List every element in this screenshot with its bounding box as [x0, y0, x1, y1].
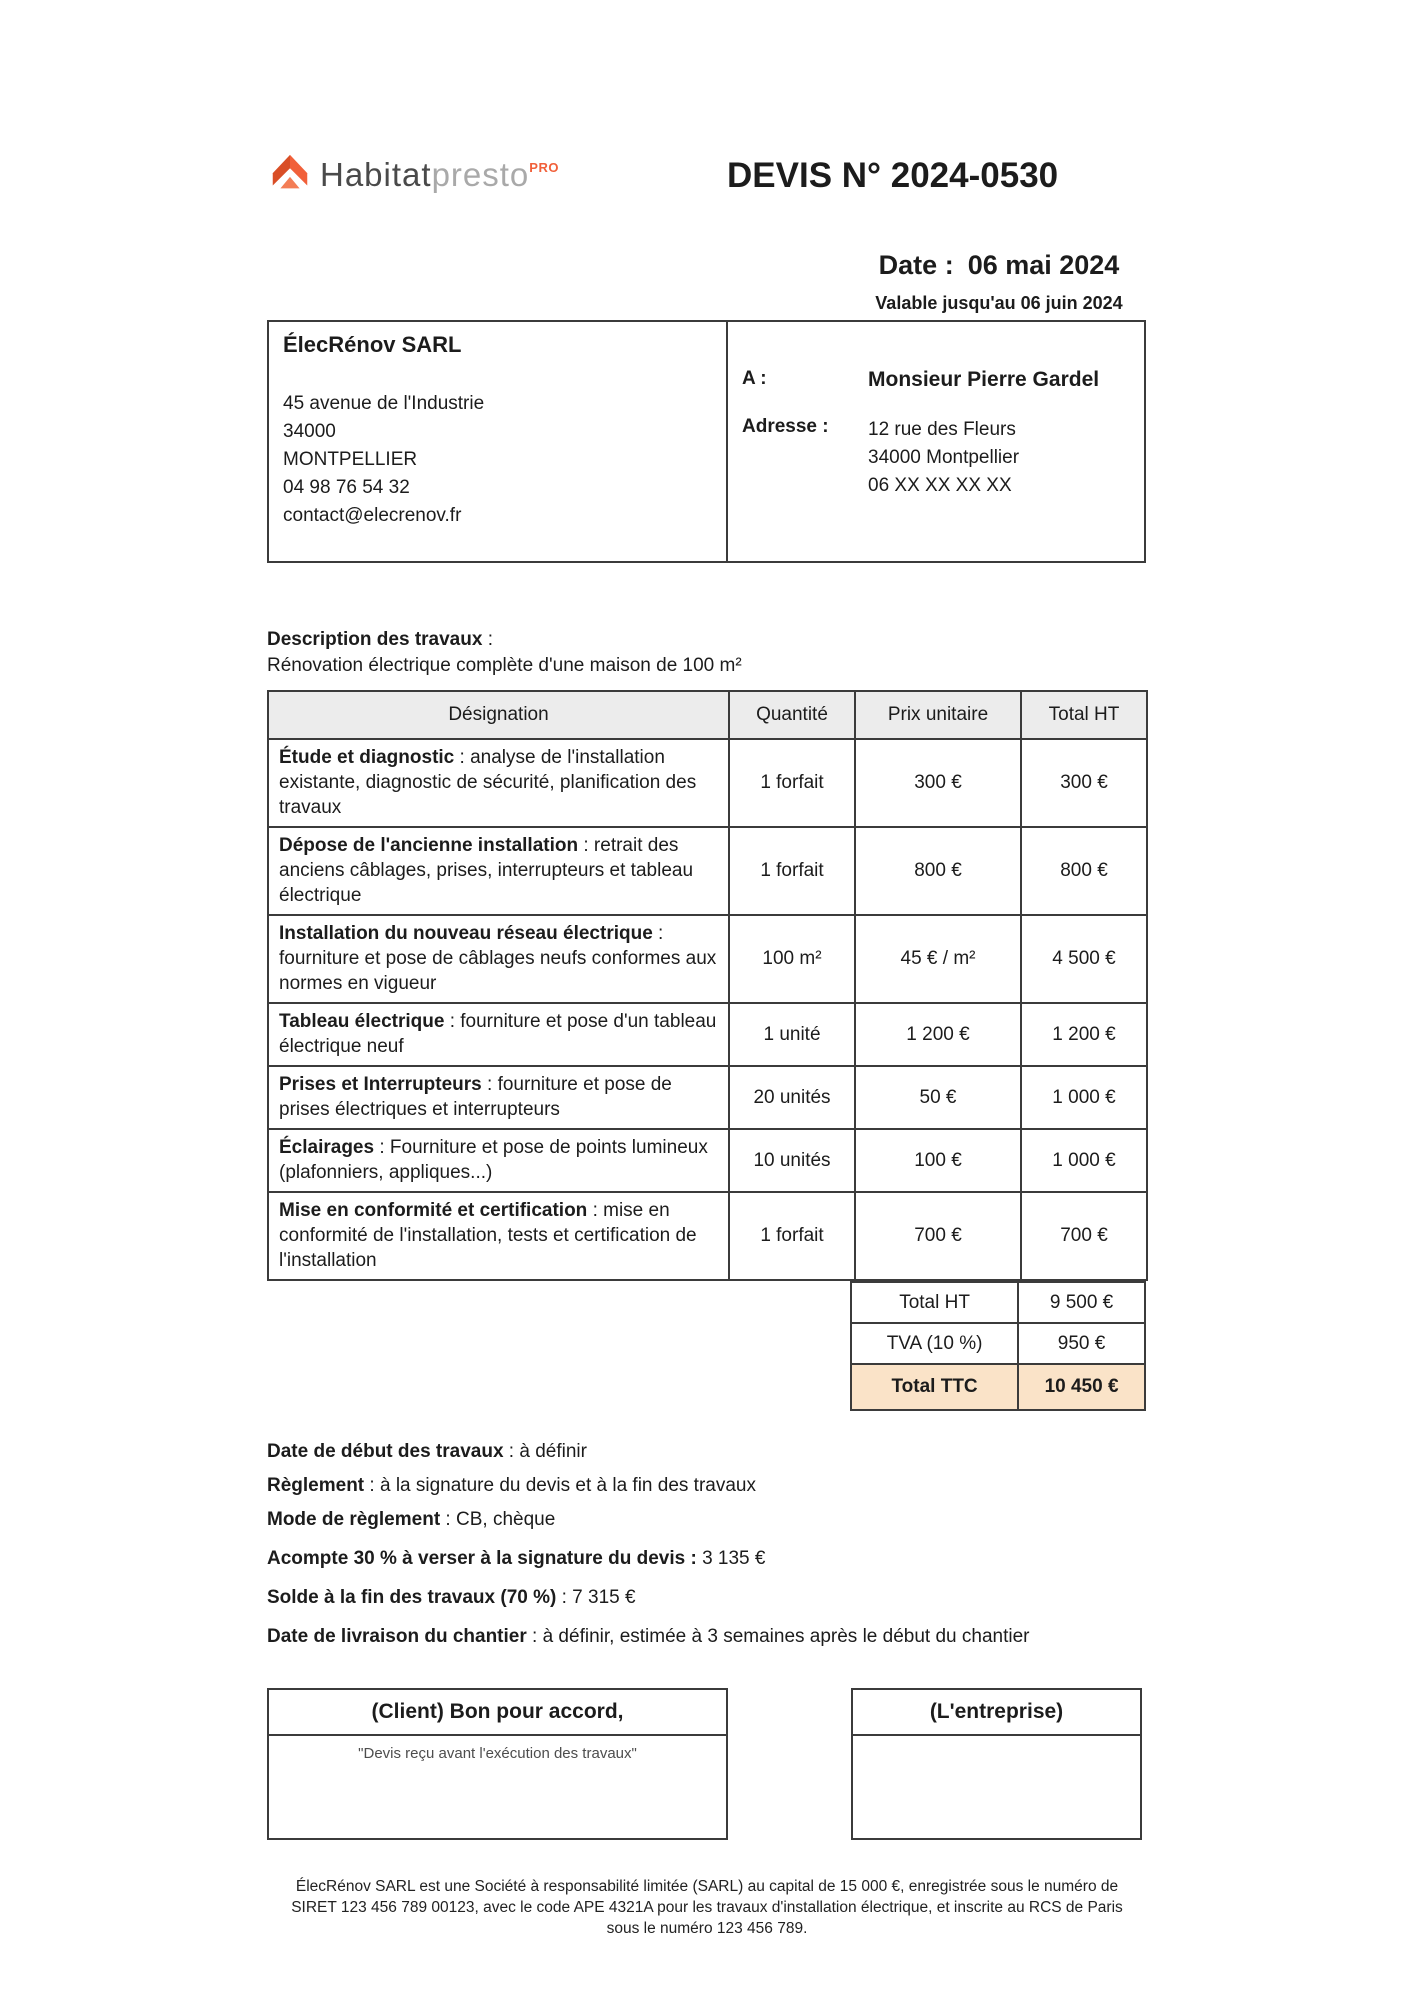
item-total: 1 200 € [1021, 1003, 1147, 1066]
client-signature-box [267, 1688, 728, 1840]
works-description-text: Rénovation électrique complète d'une maison de 100 m² [267, 655, 742, 676]
item-quantity: 1 forfait [729, 827, 855, 915]
company-signature-box [851, 1688, 1142, 1840]
item-total: 800 € [1021, 827, 1147, 915]
table-row [268, 739, 1147, 827]
item-quantity: 10 unités [729, 1129, 855, 1192]
col-header-quantity: Quantité [729, 691, 855, 739]
tva-value: 950 € [1018, 1323, 1145, 1364]
signatures-section [267, 1688, 1146, 1840]
validity-date: Valable jusqu'au 06 juin 2024 [875, 293, 1123, 313]
term-delivery-date: Date de livraison du chantier : à définir, estimée à 3 semaines après le début du chantier [267, 1626, 1030, 1647]
tva-row [851, 1323, 1145, 1364]
legal-footer [227, 1876, 1187, 1939]
item-total: 1 000 € [1021, 1129, 1147, 1192]
term-payment: Règlement : à la signature du devis et à la fin des travaux [267, 1475, 756, 1496]
habitatpresto-arrow-icon [267, 152, 313, 198]
col-header-designation: Désignation [268, 691, 729, 739]
table-row [268, 915, 1147, 1003]
logo-presto-text: presto [431, 156, 530, 193]
tva-label: TVA (10 %) [851, 1323, 1018, 1364]
item-total: 4 500 € [1021, 915, 1147, 1003]
terms-section [267, 1441, 1146, 1648]
item-designation: Tableau électrique : fourniture et pose d'un tableau électrique neuf [268, 1003, 729, 1066]
item-total: 300 € [1021, 739, 1147, 827]
item-designation: Étude et diagnostic : analyse de l'installation existante, diagnostic de sécurité, planification des travaux [268, 739, 729, 827]
item-unit-price: 300 € [855, 739, 1021, 827]
totals-table [850, 1281, 1146, 1411]
item-quantity: 1 unité [729, 1003, 855, 1066]
item-designation: Mise en conformité et certification : mise en conformité de l'installation, tests et certification de l'installation [268, 1192, 729, 1280]
company-postal-code: 34000 [283, 421, 336, 442]
item-quantity: 1 forfait [729, 1192, 855, 1280]
item-designation: Dépose de l'ancienne installation : retrait des anciens câblages, prises, interrupteurs et tableau électrique [268, 827, 729, 915]
item-quantity: 100 m² [729, 915, 855, 1003]
table-row [268, 1066, 1147, 1129]
total-ttc-row [851, 1364, 1145, 1410]
company-street: 45 avenue de l'Industrie [283, 393, 485, 414]
items-table [267, 690, 1148, 1281]
client-address [868, 416, 1019, 500]
parties-section [267, 320, 1146, 563]
company-info-box [267, 320, 728, 563]
habitatpresto-logo [267, 150, 727, 198]
legal-footer-line: sous le numéro 123 456 789. [606, 1920, 808, 1937]
term-payment-method: Mode de règlement : CB, chèque [267, 1509, 556, 1530]
table-row [268, 1192, 1147, 1280]
works-description [267, 627, 1146, 679]
company-signature-area [853, 1736, 1140, 1745]
item-designation: Éclairages : Fourniture et pose de points lumineux (plafonniers, appliques...) [268, 1129, 729, 1192]
client-address-label: Adresse : [742, 416, 829, 437]
total-ttc-value: 10 450 € [1018, 1364, 1145, 1410]
client-address-row [742, 416, 1144, 500]
logo-wordmark [320, 156, 559, 194]
term-start-date: Date de début des travaux : à définir [267, 1441, 587, 1462]
quote-date: Date : 06 mai 2024 [878, 250, 1120, 280]
items-table-header-row [268, 691, 1147, 739]
company-address [283, 390, 712, 530]
table-row [268, 827, 1147, 915]
quote-document [267, 0, 1146, 1939]
item-unit-price: 100 € [855, 1129, 1021, 1192]
company-email: contact@elecrenov.fr [283, 505, 462, 526]
table-row [268, 1129, 1147, 1192]
company-name: ÉlecRénov SARL [283, 332, 462, 357]
client-street: 12 rue des Fleurs [868, 419, 1016, 440]
item-total: 700 € [1021, 1192, 1147, 1280]
table-row [268, 1003, 1147, 1066]
item-quantity: 20 unités [729, 1066, 855, 1129]
item-unit-price: 800 € [855, 827, 1021, 915]
client-phone: 06 XX XX XX XX [868, 475, 1012, 496]
company-city: MONTPELLIER [283, 449, 418, 470]
col-header-unit-price: Prix unitaire [855, 691, 1021, 739]
page-title: DEVIS N° 2024-0530 [727, 156, 1059, 195]
logo-pro-badge: PRO [529, 160, 559, 175]
document-header [267, 150, 1146, 198]
item-total: 1 000 € [1021, 1066, 1147, 1129]
term-deposit: Acompte 30 % à verser à la signature du devis : 3 135 € [267, 1548, 766, 1569]
item-designation: Prises et Interrupteurs : fourniture et pose de prises électriques et interrupteurs [268, 1066, 729, 1129]
date-block [852, 250, 1146, 314]
client-signature-note: "Devis reçu avant l'exécution des travaux" [358, 1745, 637, 1762]
total-ht-row [851, 1282, 1145, 1323]
client-city: 34000 Montpellier [868, 447, 1020, 468]
company-signature-title: (L'entreprise) [853, 1690, 1140, 1736]
item-unit-price: 50 € [855, 1066, 1021, 1129]
company-phone: 04 98 76 54 32 [283, 477, 410, 498]
item-quantity: 1 forfait [729, 739, 855, 827]
total-ht-label: Total HT [851, 1282, 1018, 1323]
total-ht-value: 9 500 € [1018, 1282, 1145, 1323]
client-info-box [726, 320, 1146, 563]
item-designation: Installation du nouveau réseau électrique : fourniture et pose de câblages neufs conformes aux normes en vigueur [268, 915, 729, 1003]
client-signature-title: (Client) Bon pour accord, [269, 1690, 726, 1736]
item-unit-price: 700 € [855, 1192, 1021, 1280]
logo-habitat-text: Habitat [320, 156, 432, 193]
legal-footer-line: ÉlecRénov SARL est une Société à responsabilité limitée (SARL) au capital de 15 000 €, enregistrée sous le numéro de [295, 1878, 1119, 1895]
col-header-total-ht: Total HT [1021, 691, 1147, 739]
legal-footer-line: SIRET 123 456 789 00123, avec le code APE 4321A pour les travaux d'installation électrique, et inscrite au RCS de Paris [291, 1899, 1123, 1916]
total-ttc-label: Total TTC [851, 1364, 1018, 1410]
item-unit-price: 45 € / m² [855, 915, 1021, 1003]
works-description-label: Description des travaux : [267, 629, 493, 650]
item-unit-price: 1 200 € [855, 1003, 1021, 1066]
client-name: Monsieur Pierre Gardel [868, 368, 1100, 391]
client-signature-area [269, 1736, 726, 1763]
term-balance: Solde à la fin des travaux (70 %) : 7 315 € [267, 1587, 636, 1608]
client-to-label: A : [742, 368, 767, 389]
client-name-row [742, 368, 1144, 392]
